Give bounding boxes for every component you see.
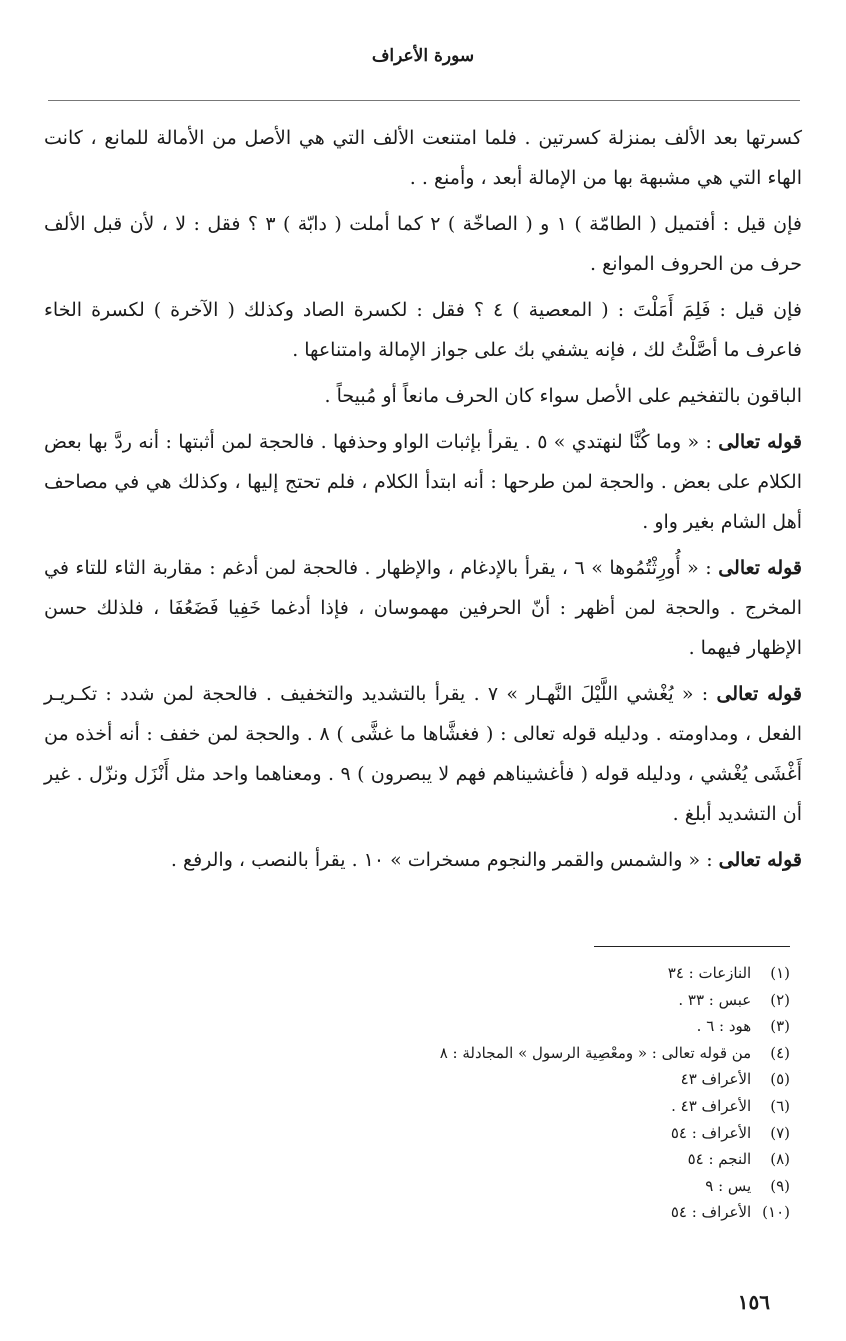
header-rule bbox=[48, 100, 800, 101]
footnote bbox=[290, 1013, 790, 1040]
footnote-number: (٥) bbox=[770, 1070, 790, 1089]
footnote-text: الأعراف ٤٣ . bbox=[671, 1096, 752, 1115]
paragraph bbox=[44, 840, 802, 880]
footnote-number: (٦) bbox=[770, 1096, 790, 1115]
footnote-number: (٢) bbox=[770, 990, 790, 1009]
footnote-number: (١٠) bbox=[762, 1203, 790, 1222]
paragraph-text: فإن قيل : أفتميل ( الطامّة ) ١ و ( الصاخّة ) ٢ كما أملت ( دابّة ) ٣ ؟ فقل : لا ، لأن قبل الألف حرف من الحروف الموانع . bbox=[44, 213, 803, 275]
page-header-title: سورة الأعراف bbox=[371, 46, 475, 66]
paragraph-text: : « يُغْشي اللَّيْلَ النَّهـار » ٧ . يقرأ بالتشديد والتخفيف . فالحجة لمن شدد : تكـريـر الفعل ، ومداومته . ودليله قوله تعالى : ( فغشَّاها ما غشَّى ) ٨ . والحجة لمن خفف : أنه أخذه من أَغْشَى يُغْشي ، ودليله قوله ( فأغشيناهم فهم لا يبصرون ) ٩ . ومعناهما واحد مثل أَنْزَل ونزّل . غير أن التشديد أبلغ . bbox=[44, 683, 803, 825]
paragraph bbox=[44, 376, 802, 416]
footnote bbox=[290, 1146, 790, 1173]
paragraph-lead: قوله تعالى bbox=[716, 683, 803, 705]
footnote-text: هود : ٦ . bbox=[696, 1017, 752, 1036]
paragraph-lead: قوله تعالى bbox=[718, 557, 803, 579]
paragraph bbox=[44, 290, 802, 370]
footnote bbox=[290, 1040, 790, 1067]
footnote-text: الأعراف ٤٣ bbox=[680, 1070, 752, 1089]
footnotes bbox=[290, 960, 790, 1226]
footnote-number: (٨) bbox=[770, 1150, 790, 1169]
footnote-text: النازعات : ٣٤ bbox=[667, 964, 752, 982]
paragraph-text: فإن قيل : فَلِمَ أَمَلْتَ : ( المعصية ) ٤ ؟ فقل : لكسرة الصاد وكذلك ( الآخرة ) لكسرة الخاء فاعرف ما أصَّلْتُ لك ، فإنه يشفي بك على جواز الإمالة وامتناعها . bbox=[44, 299, 803, 361]
paragraph-text: : « أُورِثْتُمُوها » ٦ ، يقرأ بالإدغام ، والإظهار . فالحجة لمن أدغم : مقاربة الثاء للتاء في المخرج . والحجة لمن أظهر : أنّ الحرفين مهموسان ، فإذا أدغما خَفِيا فَضَعُفَا ، فلذلك حسن الإظهار فيهما . bbox=[44, 557, 802, 659]
footnote bbox=[290, 1093, 790, 1120]
footnote bbox=[290, 987, 790, 1014]
paragraph bbox=[44, 548, 802, 668]
footnote-text: النجم : ٥٤ bbox=[687, 1150, 752, 1169]
paragraph bbox=[44, 674, 802, 834]
paragraph-lead: قوله تعالى bbox=[718, 431, 802, 453]
footnote-number: (٧) bbox=[770, 1123, 790, 1142]
paragraph-lead: قوله تعالى bbox=[718, 849, 802, 871]
footnote bbox=[290, 960, 790, 987]
paragraph bbox=[44, 204, 802, 284]
footnote-text: يس : ٩ bbox=[705, 1176, 752, 1195]
footnote-divider bbox=[594, 946, 790, 947]
main-text bbox=[44, 118, 802, 886]
paragraph bbox=[44, 118, 802, 198]
paragraph-text: الباقون بالتفخيم على الأصل سواء كان الحرف مانعاً أو مُبيحاً . bbox=[324, 385, 802, 407]
paragraph-text: كسرتها بعد الألف بمنزلة كسرتين . فلما امتنعت الألف التي هي الأصل من الأمالة للمانع ، كانت الهاء التي هي مشبهة بها من الإمالة أبعد ، وأمنع . . bbox=[44, 127, 802, 189]
paragraph-text: : « وما كُنَّا لنهتدي » ٥ . يقرأ بإثبات الواو وحذفها . فالحجة لمن أثبتها : أنه ردَّ بها بعض الكلام على بعض . والحجة لمن طرحها : أنه ابتدأ الكلام ، فلم تحتج إليها ، وكذلك هي في مصاحف أهل الشام بغير واو . bbox=[44, 431, 802, 533]
footnote-number: (١) bbox=[770, 964, 790, 982]
footnote-number: (٩) bbox=[770, 1176, 790, 1195]
footnote bbox=[290, 1173, 790, 1200]
paragraph-text: : « والشمس والقمر والنجوم مسخرات » ١٠ . يقرأ بالنصب ، والرفع . bbox=[170, 849, 713, 871]
footnote-number: (٣) bbox=[770, 1017, 790, 1036]
footnote-text: الأعراف : ٥٤ bbox=[670, 1203, 752, 1222]
footnote-text: من قوله تعالى : « ومعْصِية الرسول » المجادلة : ٨ bbox=[439, 1043, 752, 1062]
footnote-number: (٤) bbox=[770, 1043, 790, 1062]
footnote-text: الأعراف : ٥٤ bbox=[670, 1123, 752, 1142]
footnote bbox=[290, 1120, 790, 1147]
paragraph bbox=[44, 422, 802, 542]
footnote bbox=[290, 1066, 790, 1093]
footnote bbox=[290, 1199, 790, 1226]
page-number: ١٥٦ bbox=[737, 1290, 770, 1314]
footnote-text: عبس : ٣٣ . bbox=[678, 990, 752, 1009]
